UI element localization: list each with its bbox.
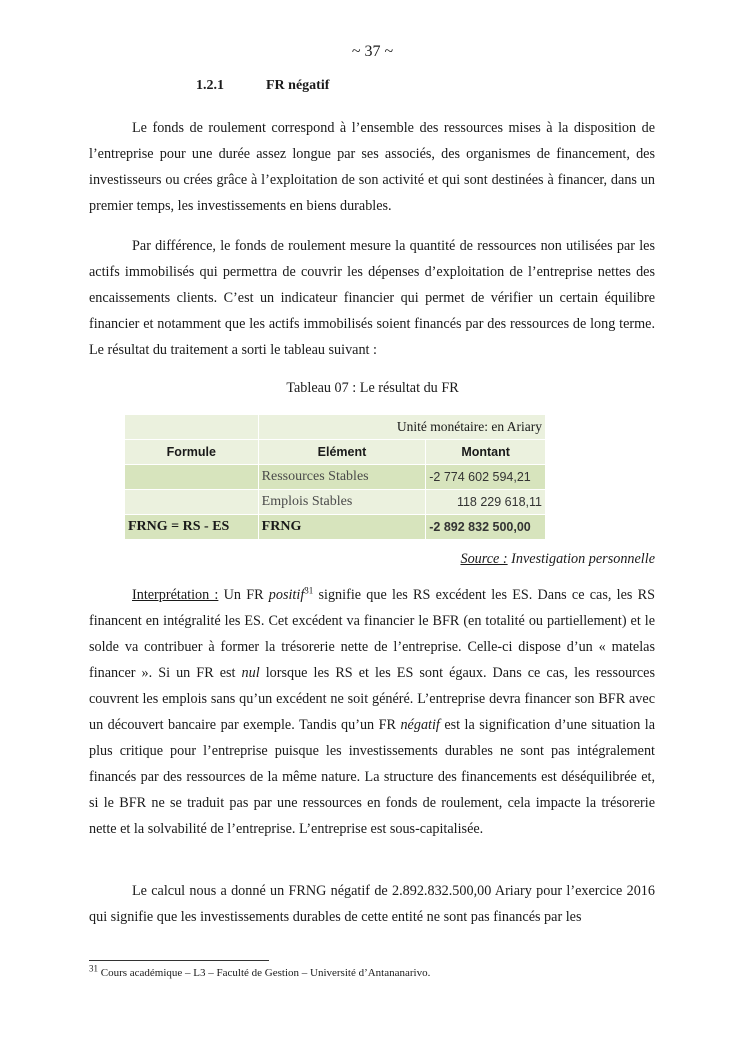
interpretation-label: Interprétation :: [132, 587, 219, 603]
paragraph-calculation: Le calcul nous a donné un FRNG négatif de 2.892.832.500,00 Ariary pour l’exercice 2016 qui signifie que les investissements durables de cette entité ne sont pas financés par les: [89, 883, 655, 925]
term-positif: positif: [268, 587, 305, 603]
footnote: [89, 963, 431, 979]
row-element: FRNG: [258, 515, 426, 540]
term-nul: nul: [241, 665, 260, 681]
paragraph-definition: Le fonds de roulement correspond à l’ensemble des ressources mises à la disposition de l’entreprise pour une durée assez longue par ses associés, des organismes de financement, des investisseurs ou crées grâce à l’exploitation de son activité et qui sont destinées à financer, dans un premier temps, les investissements en biens durables.: [89, 120, 655, 214]
fr-result-table: [124, 414, 546, 540]
paragraph-difference: Par différence, le fonds de roulement mesure la quantité de ressources non utilisées par les actifs immobilisés qui permettra de couvrir les dépenses d’exploitation de l’entreprise nettes des encaissements clients. C’est un indicateur financier qui permet de vérifier un certain équilibre financier et notamment que les actifs immobilisés soient financés par des ressources de long terme. Le résultat du traitement a sorti le tableau suivant :: [89, 238, 655, 358]
footnote-number: 31: [89, 963, 98, 974]
row-montant: 118 229 618,11: [426, 490, 546, 515]
table-unit-row: [125, 415, 546, 440]
header-montant: Montant: [426, 440, 546, 465]
interpretation-text: est la signification d’une situation la plus critique pour l’entreprise puisque les investissements durables ne sont pas intégralement financés par des ressources de la même nature. La structure des financements est déséquilibrée et, si le BFR ne se traduit pas par une ressources en fonds de roulement, cela impacte la trésorerie nette et la solvabilité de l’entreprise. L’entreprise est sous-capitalisée.: [89, 717, 655, 837]
table-row: [125, 465, 546, 490]
table-unit: Unité monétaire: en Ariary: [258, 415, 545, 440]
page-number: ~ 37 ~: [351, 43, 394, 60]
footnote-ref: 31: [304, 585, 314, 596]
table-source: [460, 551, 655, 568]
row-formule: [125, 465, 259, 490]
row-formule: FRNG = RS - ES: [125, 515, 259, 540]
source-text: Investigation personnelle: [511, 551, 655, 567]
row-element: Emplois Stables: [258, 490, 426, 515]
table-caption: Tableau 07 : Le résultat du FR: [286, 380, 459, 396]
header-formule: Formule: [125, 440, 259, 465]
section-number: 1.2.1: [196, 78, 224, 93]
section-heading: [196, 78, 329, 94]
interpretation-text: signifie que les RS excédent les ES. Dans ce cas, les RS financent en intégralité les ES. Cet excédent va financier le BFR (en totalité ou partiellement) et le solde va contribuer à former la trésorerie nette de l’entreprise. Celle-ci dispose d’un « matelas financer ». Si un FR est: [89, 587, 655, 681]
row-element: Ressources Stables: [258, 465, 426, 490]
section-title: FR négatif: [266, 78, 330, 93]
source-label: Source :: [460, 551, 508, 567]
table-row: [125, 490, 546, 515]
table-row-total: [125, 515, 546, 540]
footnote-text: Cours académique – L3 – Faculté de Gestion – Université d’Antananarivo.: [98, 967, 431, 979]
interpretation-text: lorsque les RS et les ES sont égaux. Dans ce cas, les ressources couvrent les emplois sans qu’un excédent ne soit généré. L’entreprise devra financer son BFR avec un découvert bancaire par exemple. Tandis qu’un FR: [89, 665, 655, 733]
paragraph-interpretation: [89, 582, 655, 842]
row-montant: -2 892 832 500,00: [426, 515, 546, 540]
footnote-divider: [89, 960, 269, 961]
table-header-row: [125, 440, 546, 465]
interpretation-text: Un FR: [218, 587, 269, 603]
row-formule: [125, 490, 259, 515]
term-negatif: négatif: [400, 717, 440, 733]
header-element: Elément: [258, 440, 426, 465]
row-montant: -2 774 602 594,21: [426, 465, 546, 490]
